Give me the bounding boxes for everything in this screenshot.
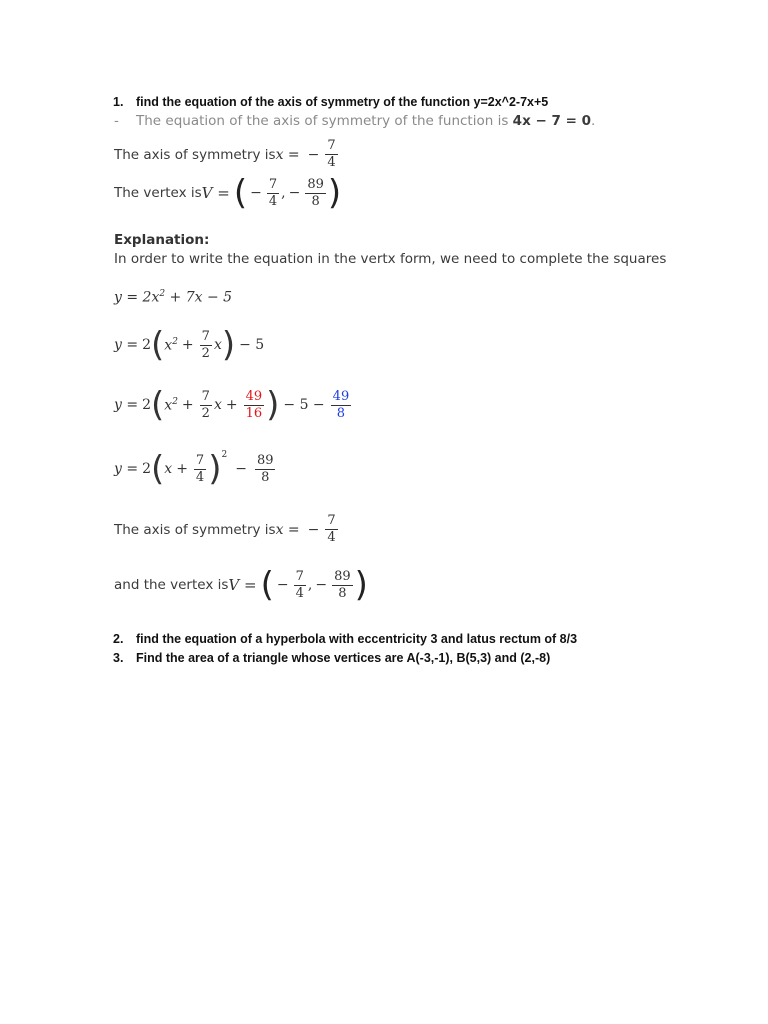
vertex-V-equals: V = xyxy=(201,184,230,202)
axis-2-fraction-den: 4 xyxy=(327,530,336,545)
equation-line-2-y-equals: y = xyxy=(114,337,139,353)
vertex-minus-1: − xyxy=(250,185,262,201)
equation-line-4-fraction-2-den: 8 xyxy=(261,469,270,485)
vertex-y-denominator: 8 xyxy=(311,193,320,209)
vertex-y-numerator: 89 xyxy=(307,176,324,192)
vertex-x-fraction xyxy=(267,177,279,210)
equation-line-2-right-paren: ) xyxy=(221,325,236,365)
question-2-number: 2. xyxy=(113,632,124,646)
vertex-2-x-num: 7 xyxy=(295,568,304,584)
vertex-y-fraction xyxy=(305,177,326,210)
equation-line-4-fraction-1-den: 4 xyxy=(195,469,205,485)
equation-line-3-red-den: 16 xyxy=(245,405,263,421)
vertex-statement-2 xyxy=(114,565,368,605)
equation-line-4: y = 2 ( x + $\frac{7}{4}$ ) 2 − $\frac{89}{8}$ xyxy=(114,449,274,489)
axis-2-fraction xyxy=(325,513,337,546)
equation-line-1-rest: + 7x − 5 xyxy=(165,289,233,306)
vertex-2-comma: , xyxy=(307,577,313,593)
axis-2-fraction-num: 7 xyxy=(327,513,336,528)
question-1-text: find the equation of the axis of symmetry of the function y=2x^2-7x+5 xyxy=(136,95,549,109)
equation-line-2-left-paren: ( xyxy=(151,325,165,365)
vertex-2-minus-1: − xyxy=(276,577,289,593)
axis-of-symmetry-statement xyxy=(114,138,340,171)
vertex-2-x-fraction xyxy=(294,569,306,602)
equation-line-1-exponent: 2 xyxy=(159,289,166,299)
equation-line-3-fraction-1 xyxy=(200,389,212,422)
answer-bullet: - xyxy=(114,113,119,129)
vertex-2-y-den: 8 xyxy=(338,585,347,601)
question-2-text: find the equation of a hyperbola with eccentricity 3 and latus rectum of 8/3 xyxy=(136,632,578,646)
axis-minus: − xyxy=(307,146,320,163)
equation-line-1-lhs: y = 2x xyxy=(114,289,160,306)
equation-line-3-blue-fraction xyxy=(331,389,352,422)
equation-line-3-red-num: 49 xyxy=(245,388,263,404)
equation-line-4-right-paren: ) xyxy=(208,449,222,489)
equation-line-3-minus-five-minus: − 5 − xyxy=(283,397,325,413)
equation-line-4-fraction-1 xyxy=(194,453,206,486)
question-3-text: Find the area of a triangle whose vertices are A(-3,-1), B(5,3) and (2,-8) xyxy=(136,651,551,665)
vertex-label-2: and the vertex is xyxy=(114,577,229,593)
axis-x-equals: x = xyxy=(275,146,300,163)
vertex-2-minus-2: − xyxy=(315,577,328,593)
vertex-2-right-paren: ) xyxy=(354,565,368,605)
vertex-right-paren: ) xyxy=(327,173,342,213)
equation-line-3-blue-den: 8 xyxy=(336,405,346,421)
equation-line-2-minus-five: − 5 xyxy=(239,337,265,353)
axis-2-minus: − xyxy=(307,521,320,538)
vertex-2-y-fraction xyxy=(332,569,353,602)
equation-line-3-left-paren: ( xyxy=(151,385,165,425)
axis-fraction-denominator: 4 xyxy=(327,155,336,170)
equation-line-3: y = 2 ( $x^2$ + $\frac{7}{2}$ x + $\frac{49}{16}$ ) − 5 − $\frac{49}{8}$ xyxy=(114,385,350,425)
equation-line-3-y-equals: y = xyxy=(114,397,139,413)
explanation-text: In order to write the equation in the vertx form, we need to complete the squares xyxy=(114,251,667,267)
equation-line-4-minus: − xyxy=(235,461,247,477)
axis-label-2: The axis of symmetry is xyxy=(114,521,276,538)
axis-2-x-equals: x = xyxy=(275,521,300,538)
vertex-2-V-equals: V = xyxy=(228,576,257,594)
axis-label: The axis of symmetry is xyxy=(114,146,276,163)
answer-intro-equation: 4x − 7 = 0 xyxy=(512,113,591,129)
axis-fraction xyxy=(325,138,337,171)
explanation-heading: Explanation: xyxy=(114,232,210,248)
equation-line-4-fraction-2 xyxy=(255,453,276,486)
question-2 xyxy=(113,632,578,646)
vertex-minus-2: − xyxy=(288,185,301,201)
equation-line-2-fraction-num: 7 xyxy=(201,328,210,344)
equation-line-4-y-equals: y = xyxy=(114,461,139,477)
vertex-statement xyxy=(114,173,342,213)
equation-line-2-fraction-den: 2 xyxy=(201,345,210,361)
question-3 xyxy=(113,651,551,665)
equation-line-4-fraction-2-num: 89 xyxy=(256,452,274,468)
equation-line-3-red-fraction xyxy=(244,389,265,422)
vertex-comma: , xyxy=(281,185,286,201)
axis-fraction-numerator: 7 xyxy=(327,138,336,153)
equation-line-4-left-paren: ( xyxy=(151,449,165,489)
question-1 xyxy=(113,95,549,109)
axis-of-symmetry-statement-2 xyxy=(114,513,340,546)
vertex-left-paren: ( xyxy=(233,173,248,213)
equation-line-3-right-paren: ) xyxy=(266,385,280,425)
vertex-2-y-num: 89 xyxy=(334,568,351,584)
equation-line-3-blue-num: 49 xyxy=(332,388,350,404)
equation-line-4-fraction-1-num: 7 xyxy=(195,452,205,468)
question-3-number: 3. xyxy=(113,651,124,665)
question-1-number: 1. xyxy=(113,95,124,109)
vertex-2-left-paren: ( xyxy=(260,565,274,605)
answer-intro-line xyxy=(136,113,595,129)
equation-line-1 xyxy=(114,289,232,306)
equation-line-3-fraction-1-den: 2 xyxy=(201,405,210,421)
vertex-x-numerator: 7 xyxy=(268,176,278,192)
equation-line-2-fraction xyxy=(200,329,212,362)
answer-intro-period: . xyxy=(590,113,596,129)
equation-line-4-exponent: 2 xyxy=(221,450,228,460)
vertex-2-x-den: 4 xyxy=(295,585,304,601)
vertex-x-denominator: 4 xyxy=(268,193,278,209)
vertex-label: The vertex is xyxy=(114,185,202,201)
equation-line-3-fraction-1-num: 7 xyxy=(201,388,210,404)
equation-line-2: y = 2 ( $x^2$ + $\frac{7}{2}$ x ) − 5 xyxy=(114,325,265,365)
answer-intro-text: The equation of the axis of symmetry of the function is xyxy=(136,113,513,129)
